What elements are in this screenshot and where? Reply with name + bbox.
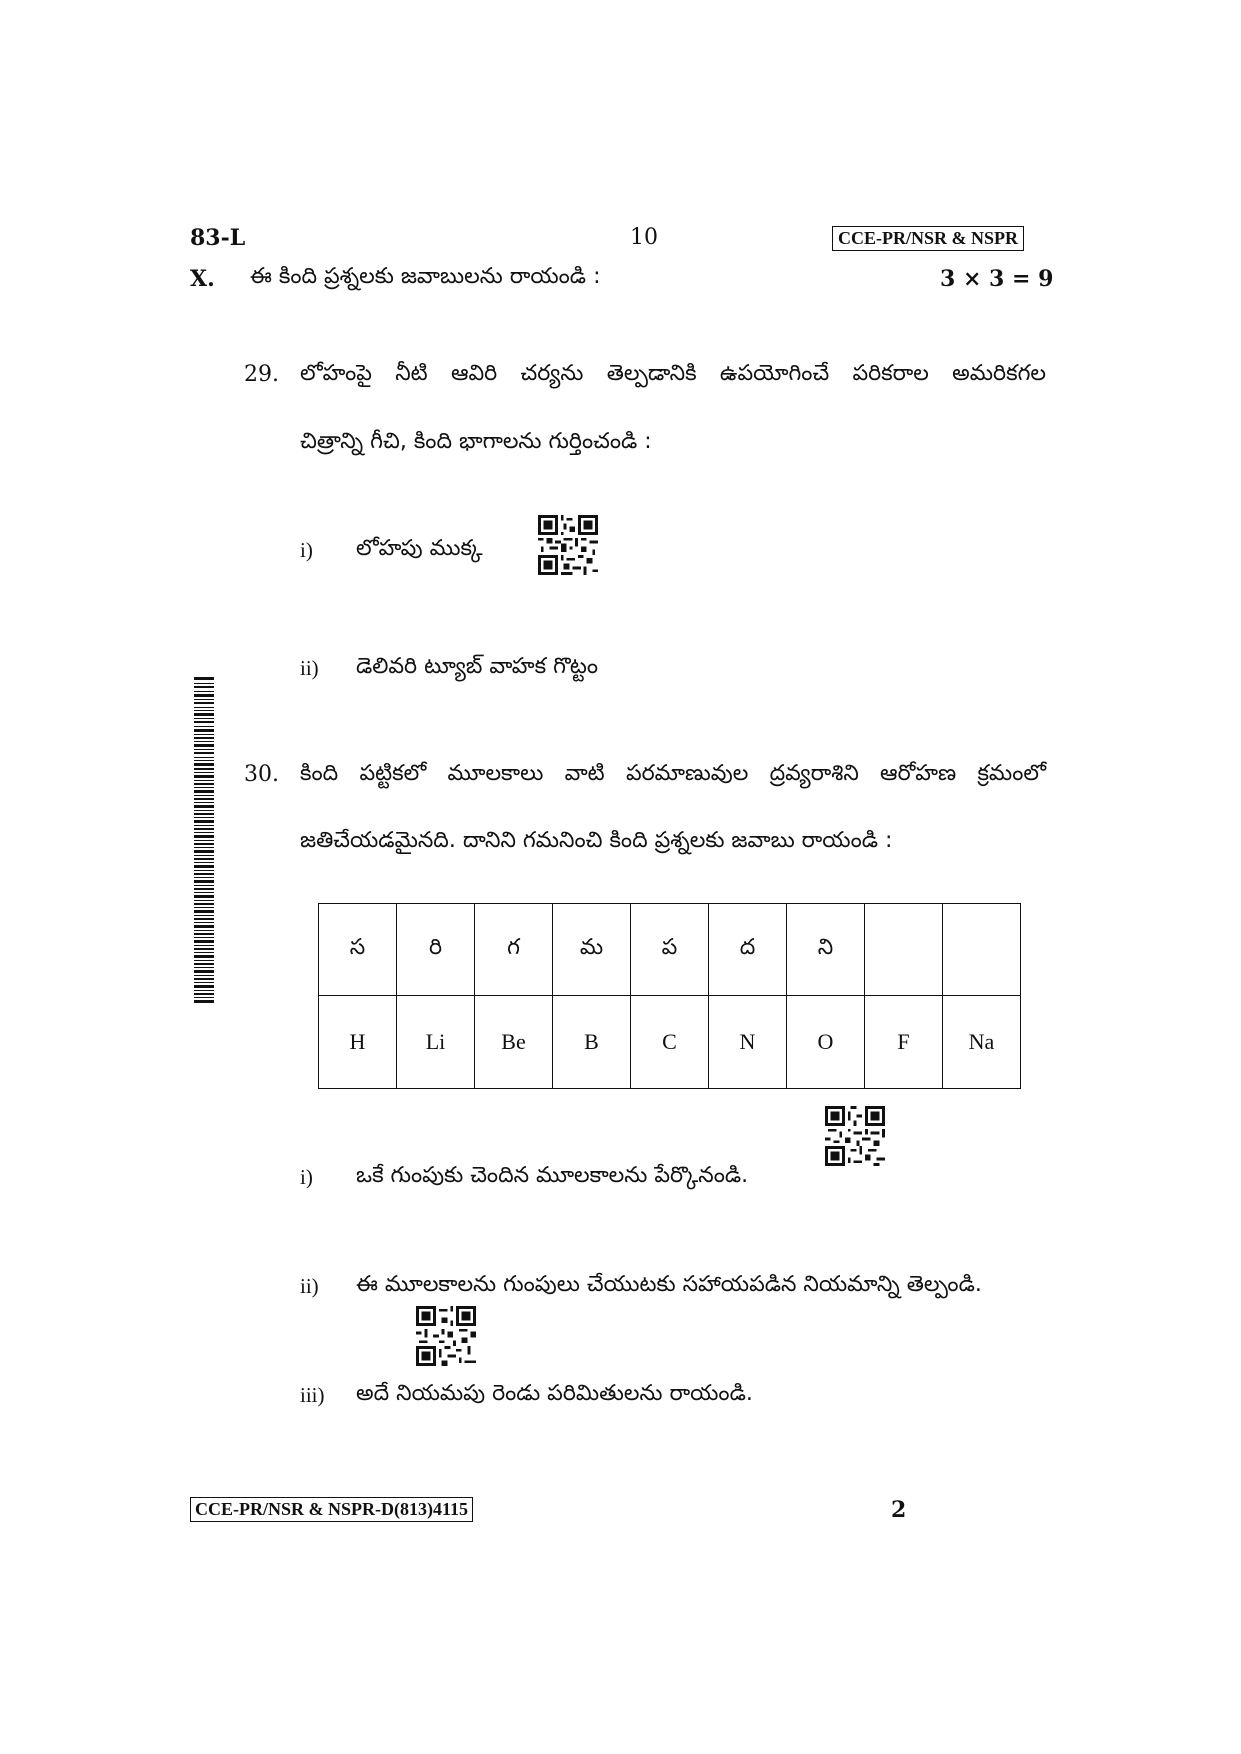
question-30-line-1: కింది పట్టికలో మూలకాలు వాటి పరమాణువుల ద్రవ్యరాశిని ఆరోహణ క్రమంలో bbox=[300, 761, 1046, 786]
barcode-icon bbox=[194, 677, 214, 1003]
q30-part-iii-label: iii) bbox=[300, 1383, 325, 1407]
qr-code-icon bbox=[825, 1106, 885, 1166]
table-cell bbox=[865, 904, 943, 996]
q30-part-i-text: ఒకే గుంపుకు చెందిన మూలకాలను పేర్కొనండి. bbox=[356, 1163, 749, 1188]
table-cell: Na bbox=[943, 996, 1021, 1089]
table-cell: గ bbox=[475, 904, 553, 996]
table-cell: F bbox=[865, 996, 943, 1089]
question-29-number: 29. bbox=[244, 362, 279, 387]
table-cell: H bbox=[319, 996, 397, 1089]
footer-page-number: 2 bbox=[891, 1497, 907, 1523]
q29-part-ii-label: ii) bbox=[300, 656, 319, 680]
q30-part-ii-text: ఈ మూలకాలను గుంపులు చేయుటకు సహాయపడిన నియమాన్ని తెల్పండి. bbox=[356, 1272, 982, 1297]
q29-part-i-text: లోహపు ముక్క bbox=[356, 536, 483, 561]
question-30-line-2: జతిచేయడమైనది. దానిని గమనించి కింది ప్రశ్నలకు జవాబు రాయండి : bbox=[300, 828, 893, 853]
table-cell: ని bbox=[787, 904, 865, 996]
table-cell: Be bbox=[475, 996, 553, 1089]
table-cell: N bbox=[709, 996, 787, 1089]
table-cell: స bbox=[319, 904, 397, 996]
telugu-notes-row bbox=[319, 904, 1021, 996]
q30-part-iii-text: అదే నియమపు రెండు పరిమితులను రాయండి. bbox=[356, 1381, 753, 1406]
qr-code-icon bbox=[416, 1306, 476, 1366]
q30-part-i-label: i) bbox=[300, 1165, 313, 1189]
table-cell: ప bbox=[631, 904, 709, 996]
table-cell: రి bbox=[397, 904, 475, 996]
section-instruction: ఈ కింది ప్రశ్నలకు జవాబులను రాయండి : bbox=[250, 264, 601, 289]
section-label: X. bbox=[190, 266, 215, 292]
table-cell bbox=[943, 904, 1021, 996]
paper-code: 83-L bbox=[190, 225, 246, 251]
section-marks: 3 × 3 = 9 bbox=[940, 266, 1054, 292]
page-number: 10 bbox=[630, 225, 658, 250]
table-cell: O bbox=[787, 996, 865, 1089]
q30-part-ii-label: ii) bbox=[300, 1274, 319, 1298]
elements-table bbox=[318, 903, 1021, 1089]
question-29-line-1: లోహంపై నీటి ఆవిరి చర్యను తెల్పడానికి ఉపయోగించే పరికరాల అమరికగల bbox=[300, 361, 1046, 386]
table-cell: C bbox=[631, 996, 709, 1089]
table-cell: మ bbox=[553, 904, 631, 996]
q29-part-ii-text: డెలివరి ట్యూబ్ వాహక గొట్టం bbox=[356, 654, 599, 679]
question-30-number: 30. bbox=[244, 762, 279, 787]
table-cell: ద bbox=[709, 904, 787, 996]
series-code: CCE-PR/NSR & NSPR bbox=[832, 226, 1024, 251]
table-cell: Li bbox=[397, 996, 475, 1089]
question-29-line-2: చిత్రాన్ని గీచి, కింది భాగాలను గుర్తించండి : bbox=[300, 429, 652, 454]
footer-code: CCE-PR/NSR & NSPR-D(813)4115 bbox=[190, 1497, 473, 1522]
qr-code-icon bbox=[538, 515, 598, 575]
table-cell: B bbox=[553, 996, 631, 1089]
q29-part-i-label: i) bbox=[300, 538, 313, 562]
element-symbols-row bbox=[319, 996, 1021, 1089]
